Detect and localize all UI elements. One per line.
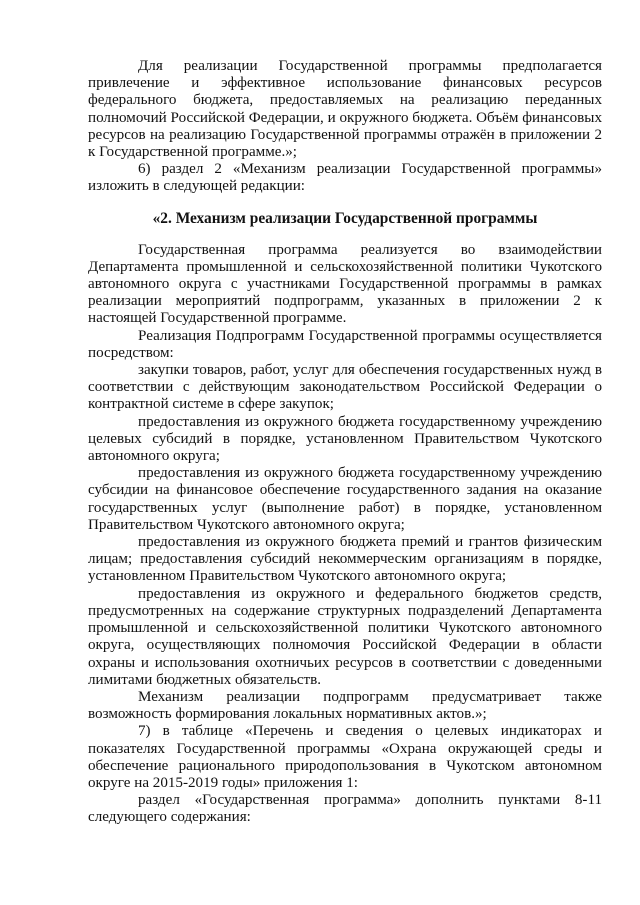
paragraph-add-points: раздел «Государственная программа» дополнить пунктами 8-11 следующего содержания: [88, 792, 602, 826]
section-heading: «2. Механизм реализации Государственной программы [152, 209, 538, 227]
paragraph-item-7: 7) в таблице «Перечень и сведения о целевых индикаторах и показателях Государственной программы «Охрана окружающей среды и обеспечение рационального природопользования в Чукотском автономном округе на 2015-2019 годы» приложения 1: [88, 723, 602, 791]
list-item-target-subsidies: предоставления из окружного бюджета государственному учреждению целевых субсидий в порядке, установленном Правительством Чукотского автономного округа; [88, 413, 602, 465]
paragraph-item-6: 6) раздел 2 «Механизм реализации Государственной программы» изложить в следующей редакции: [88, 161, 602, 195]
list-item-grants-and-subsidies: предоставления из окружного бюджета премий и грантов физическим лицам; предоставления субсидий некоммерческим организациям в порядке, установленном Правительством Чукотского автономного округа; [88, 534, 602, 585]
paragraph-local-acts: Механизм реализации подпрограмм предусматривает также возможность формирования локальных нормативных актов.»; [88, 688, 602, 723]
document-page [88, 58, 602, 827]
list-item-state-assignment-subsidy: предоставления из окружного бюджета государственному учреждению субсидии на финансовое обеспечение государственного задания на оказание государственных услуг (выполнение работ) в порядке, установленном Правительством Чукотского автономного округа; [88, 465, 602, 533]
paragraph-program-implementation: Государственная программа реализуется во взаимодействии Департамента промышленной и сельскохозяйственной политики Чукотского автономного округа с участниками Государственной программы в рамках реализации мероприятий подпрограмм, указанных в приложении 2 к настоящей Государственной программе. [88, 241, 602, 327]
paragraph-subprograms-means: Реализация Подпрограмм Государственной программы осуществляется посредством: [88, 327, 602, 361]
list-item-structural-units-funding: предоставления из окружного и федерального бюджетов средств, предусмотренных на содержание структурных подразделений Департамента промышленной и сельскохозяйственной политики Чукотского автономного округа, осуществляющих полномочия Российской Федерации в области охраны и использования охотничьих ресурсов в соответствии с доведенными лимитами бюджетных обязательств. [88, 585, 602, 688]
list-item-procurement: закупки товаров, работ, услуг для обеспечения государственных нужд в соответствии с действующим законодательством Российской Федерации о контрактной системе в сфере закупок; [88, 362, 602, 413]
paragraph-financing: Для реализации Государственной программы предполагается привлечение и эффективное использование финансовых ресурсов федерального бюджета, предоставляемых на реализацию переданных полномочий Российской Федерации, и окружного бюджета. Объём финансовых ресурсов на реализацию Государственной программы отражён в приложении 2 к Государственной программе.»; [88, 58, 602, 161]
